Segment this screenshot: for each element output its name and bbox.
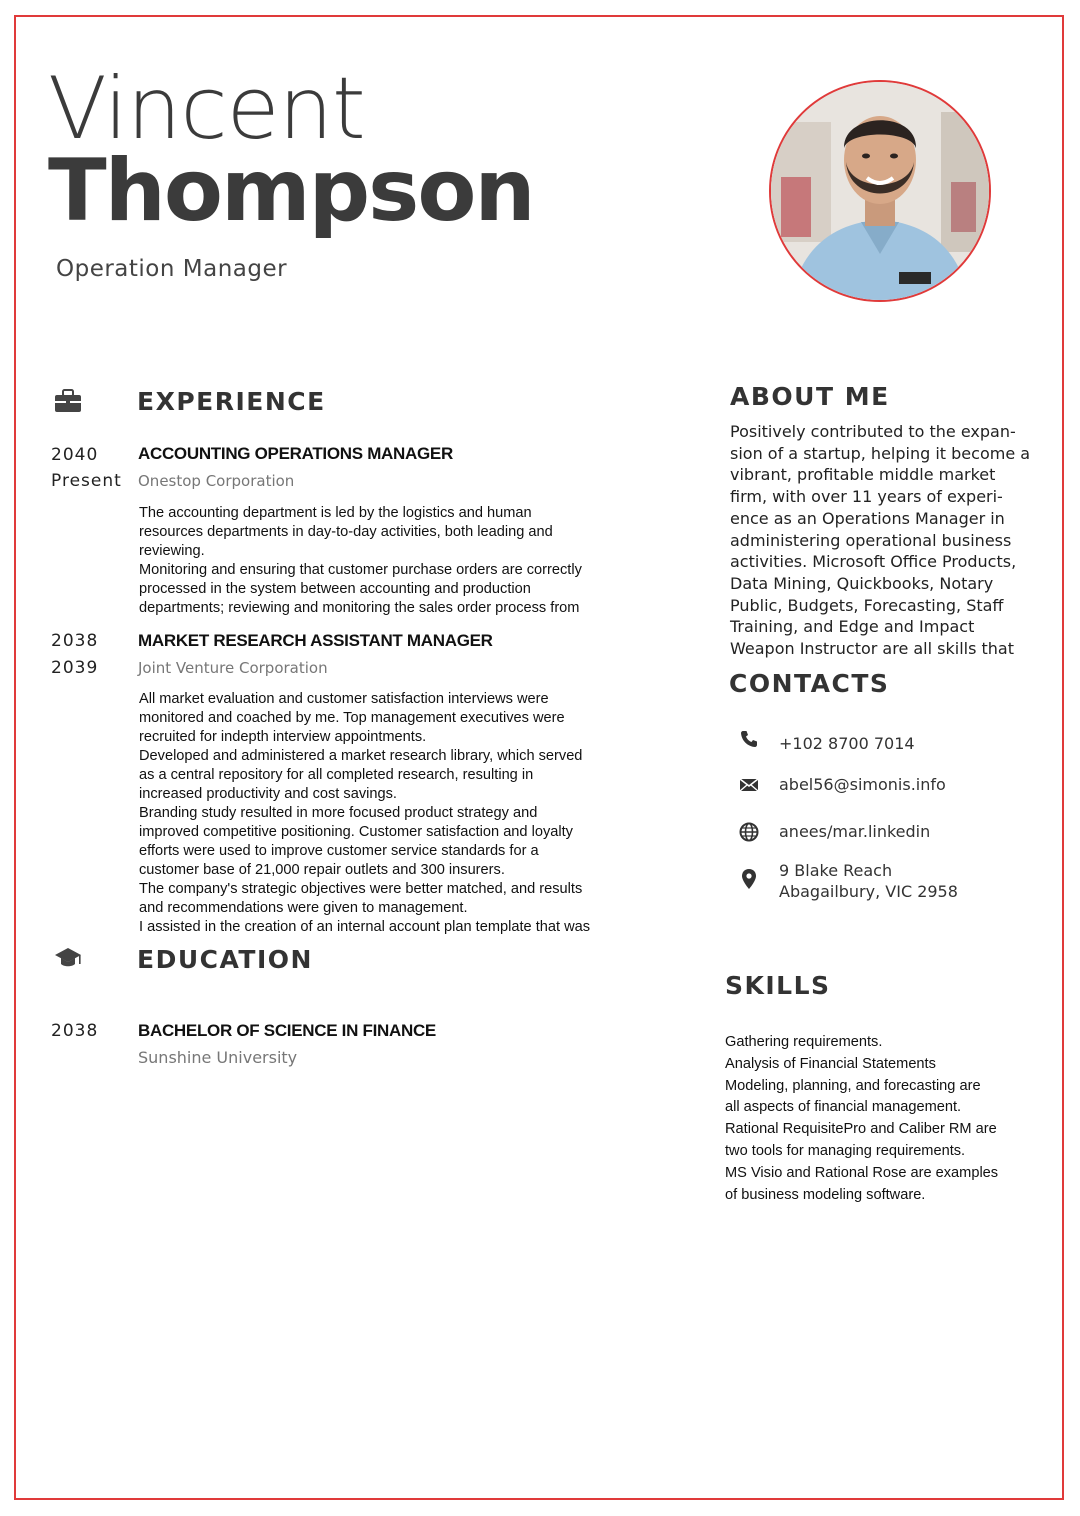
- about-line: Data Mining, Quickbooks, Notary: [730, 573, 994, 593]
- mail-icon: [739, 777, 759, 797]
- address-line: 9 Blake Reach: [779, 861, 893, 880]
- about-line: Weapon Instructor are all skills that: [730, 639, 1015, 659]
- first-name: Vincent: [48, 59, 365, 159]
- description-line: and recommendations were given to management.: [139, 900, 468, 916]
- description-line: Monitoring and ensuring that customer purchase orders are correctly: [139, 562, 582, 578]
- about-text: [730, 421, 1031, 660]
- description-line: monitored and coached by me. Top management executives were: [139, 710, 565, 726]
- last-name: Thompson: [48, 141, 534, 241]
- contact-web[interactable]: anees/mar.linkedin: [779, 822, 931, 841]
- skill-line: Gathering requirements.: [725, 1034, 883, 1050]
- description-line: Developed and administered a market research library, which served: [139, 748, 583, 764]
- description-line: processed in the system between accounting and production: [139, 581, 531, 597]
- about-line: Training, and Edge and Impact: [730, 617, 975, 637]
- skill-line: Rational RequisitePro and Caliber RM are: [725, 1121, 997, 1138]
- job-company: Onestop Corporation: [138, 472, 295, 490]
- profile-photo: [769, 80, 991, 302]
- description-line: I assisted in the creation of an internal account plan template that was: [139, 919, 591, 935]
- skills-heading: SKILLS: [725, 971, 831, 1000]
- job-role: MARKET RESEARCH ASSISTANT MANAGER: [138, 631, 493, 650]
- briefcase-icon: [54, 388, 82, 416]
- skill-line: MS Visio and Rational Rose are examples: [725, 1164, 999, 1181]
- description-line: recruited for indepth interview appointments.: [139, 729, 427, 745]
- education-school: Sunshine University: [138, 1048, 298, 1067]
- description-line: Branding study resulted in more focused product strategy and: [139, 805, 538, 821]
- contact-email[interactable]: abel56@simonis.info: [779, 775, 946, 794]
- job-company: Joint Venture Corporation: [138, 659, 328, 677]
- graduation-cap-icon: [54, 946, 82, 974]
- job-year-end: 2039: [51, 658, 99, 678]
- skills-text: [725, 1032, 998, 1206]
- job-description: [139, 504, 609, 618]
- about-line: firm, with over 11 years of experi-: [730, 487, 1003, 507]
- skill-line: Analysis of Financial Statements: [725, 1055, 936, 1072]
- about-line: vibrant, profitable middle market: [730, 465, 996, 485]
- description-line: The accounting department is led by the logistics and human: [139, 505, 532, 521]
- description-line: resources departments in day-to-day activities, both leading and: [139, 524, 553, 540]
- about-line: Public, Budgets, Forecasting, Staff: [730, 595, 1004, 615]
- education-degree: BACHELOR OF SCIENCE IN FINANCE: [138, 1021, 436, 1040]
- job-year-end: Present: [51, 471, 122, 491]
- description-line: improved competitive positioning. Customer satisfaction and loyalty: [139, 824, 573, 840]
- skill-line: of business modeling software.: [725, 1186, 926, 1203]
- about-line: Positively contributed to the expan-: [730, 422, 1016, 441]
- description-line: as a central repository for all completed research, resulting in: [139, 767, 534, 783]
- skill-line: all aspects of financial management.: [725, 1099, 962, 1116]
- job-title: Operation Manager: [56, 256, 288, 282]
- about-heading: ABOUT ME: [730, 382, 890, 411]
- skill-line: Modeling, planning, and forecasting are: [725, 1077, 981, 1094]
- description-line: increased productivity and cost savings.: [139, 786, 397, 802]
- description-line: efforts were used to improve customer service standards for a: [139, 843, 539, 859]
- contact-phone: +102 8700 7014: [779, 734, 915, 753]
- job-description: [139, 690, 609, 937]
- phone-icon: [740, 730, 758, 752]
- contact-address: [779, 860, 958, 902]
- description-line: departments; reviewing and monitoring the sales order process from: [139, 600, 580, 616]
- description-line: customer base of 21,000 repair outlets and 300 insurers.: [139, 862, 505, 878]
- job-year-start: 2038: [51, 631, 99, 651]
- about-line: activities. Microsoft Office Products,: [730, 552, 1017, 572]
- globe-icon: [739, 822, 759, 846]
- location-pin-icon: [741, 868, 757, 894]
- about-line: sion of a startup, helping it become a: [730, 443, 1031, 463]
- education-heading: EDUCATION: [137, 945, 313, 974]
- job-role: ACCOUNTING OPERATIONS MANAGER: [138, 444, 453, 463]
- about-line: administering operational business: [730, 530, 1012, 550]
- contacts-heading: CONTACTS: [729, 669, 890, 698]
- address-line: Abagailbury, VIC 2958: [779, 882, 958, 901]
- education-year: 2038: [51, 1021, 99, 1041]
- description-line: The company's strategic objectives were better matched, and results: [139, 881, 583, 897]
- job-year-start: 2040: [51, 445, 99, 465]
- skill-line: two tools for managing requirements.: [725, 1142, 966, 1159]
- description-line: reviewing.: [139, 543, 205, 559]
- about-line: ence as an Operations Manager in: [730, 508, 1005, 528]
- description-line: All market evaluation and customer satisfaction interviews were: [139, 691, 549, 707]
- experience-heading: EXPERIENCE: [137, 387, 326, 416]
